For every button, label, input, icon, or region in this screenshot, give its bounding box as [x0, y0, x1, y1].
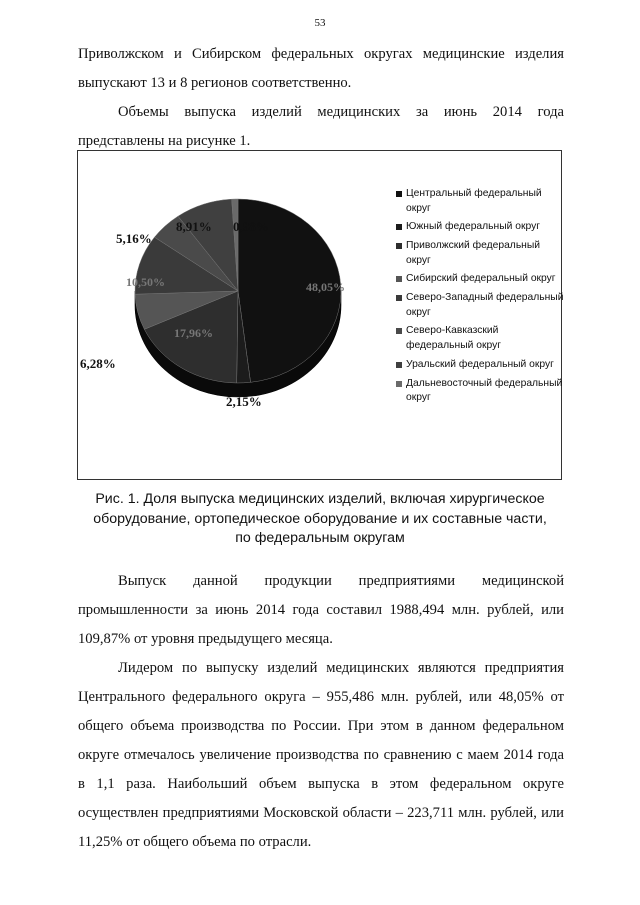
caption-line-3: по федеральным округам: [235, 530, 405, 546]
data-label-6: 5,16%: [116, 231, 152, 246]
caption-line-2: оборудование, ортопедическое оборудование и их составные части,: [93, 510, 547, 527]
paragraph-central-district-leader: Лидером по выпуску изделий медицинских являются предприятия Центрального федерального округа – 955,486 млн. рублей, или 48,05% от общего объема производства по России. При этом в данном федеральном округе отмечалось увеличение производства по сравнению с маем 2014 года в 1,1 раза. Наибольший объем выпуска в этом федеральном округе осуществлен предприятиями Московской области – 223,711 млн. рублей, или 11,25% от общего объема по отрасли.: [78, 660, 564, 850]
legend-label: Южный федеральный округ: [406, 221, 540, 233]
caption-line-1: Рис. 1. Доля выпуска медицинских изделий, включая хирургическое: [95, 491, 545, 507]
paragraph-figure-reference: Объемы выпуска изделий медицинских за июнь 2014 года представлены на рисунке 1.: [78, 104, 564, 149]
legend-label: Северо-Кавказский федеральный округ: [406, 325, 501, 351]
data-label-4: 6,28%: [80, 356, 116, 371]
paragraph-intro-continued: Приволжском и Сибирском федеральных округах медицинские изделия выпускают 13 и 8 регионов соответственно.: [78, 46, 564, 91]
data-label-8: 0,98%: [233, 219, 269, 234]
page-number: 53: [314, 17, 326, 29]
legend-label: Сибирский федеральный округ: [406, 273, 556, 285]
chart-legend: [396, 187, 566, 410]
legend-swatch-icon: [396, 243, 402, 249]
data-label-7: 8,91%: [176, 219, 212, 234]
legend-item-8: [396, 377, 566, 406]
figure-chart-box: [77, 150, 562, 480]
legend-item-2: [396, 220, 566, 235]
legend-swatch-icon: [396, 191, 402, 197]
legend-label: Уральский федеральный округ: [406, 358, 554, 370]
legend-swatch-icon: [396, 276, 402, 282]
data-label-1: 48,05%: [306, 280, 345, 294]
legend-swatch-icon: [396, 328, 402, 334]
legend-item-3: [396, 239, 566, 268]
data-label-2: 2,15%: [226, 394, 262, 409]
data-label-3: 17,96%: [174, 326, 213, 340]
legend-item-6: [396, 324, 566, 353]
data-label-5: 10,50%: [126, 275, 165, 289]
figure-caption: [60, 490, 580, 549]
legend-swatch-icon: [396, 362, 402, 368]
legend-swatch-icon: [396, 295, 402, 301]
legend-swatch-icon: [396, 381, 402, 387]
legend-label: Северо-Западный федеральный округ: [406, 292, 564, 318]
legend-label: Центральный федеральный округ: [406, 188, 542, 214]
legend-item-1: [396, 187, 566, 216]
paragraph-production-volume: Выпуск данной продукции предприятиями медицинской промышленности за июнь 2014 года составил 1988,494 млн. рублей, или 109,87% от уровня предыдущего месяца.: [78, 573, 564, 647]
legend-item-5: [396, 291, 566, 320]
legend-item-4: [396, 272, 566, 287]
legend-label: Приволжский федеральный округ: [406, 240, 541, 266]
legend-item-7: [396, 358, 566, 373]
legend-swatch-icon: [396, 224, 402, 230]
legend-label: Дальневосточный федеральный округ: [406, 377, 563, 404]
